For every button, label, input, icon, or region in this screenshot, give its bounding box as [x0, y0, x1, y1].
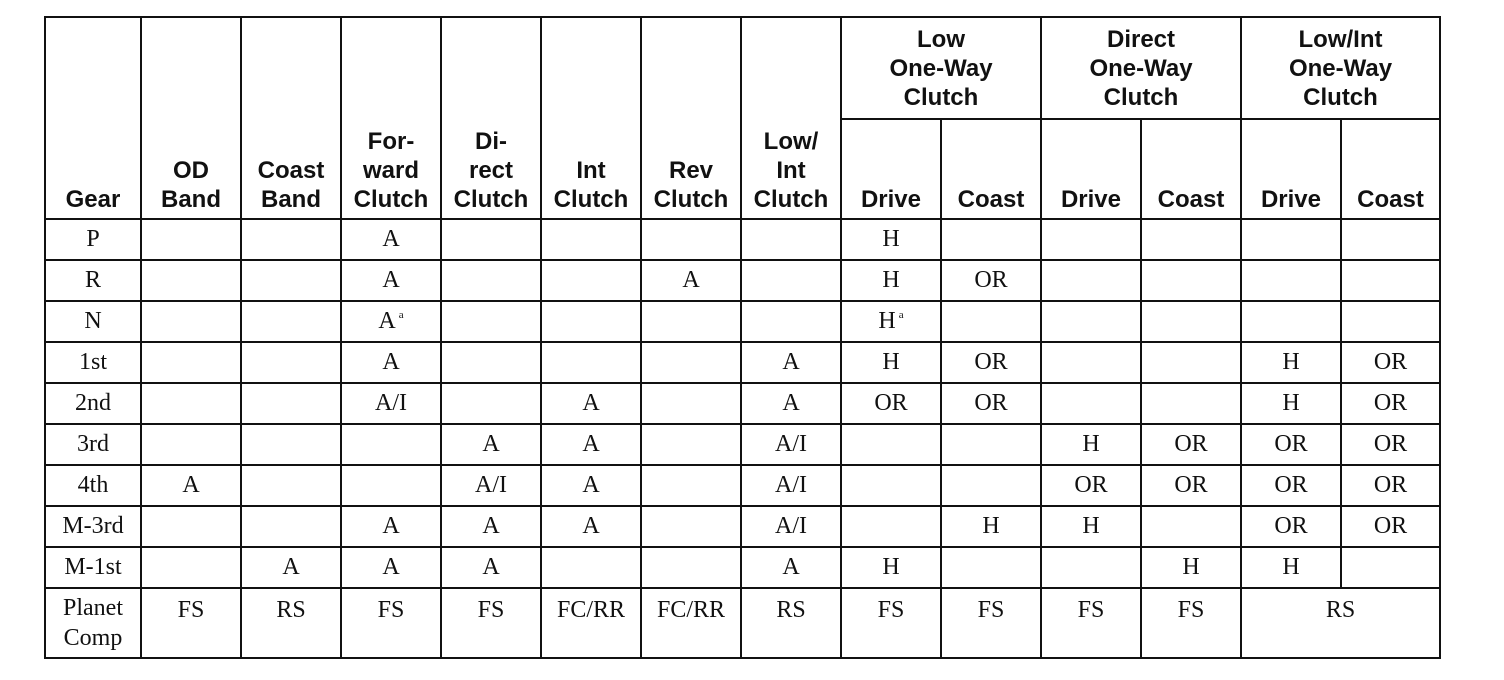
table-cell: [641, 260, 741, 301]
table-cell: [1241, 424, 1341, 465]
table-cell: [1141, 219, 1241, 260]
gear-cell: M-1st: [45, 547, 141, 588]
planet-cell-direct-drive: FS: [1041, 588, 1141, 658]
table-cell: [1241, 301, 1341, 342]
group-header-low-int-one-way-clutch: Low/Int One-Way Clutch: [1241, 17, 1440, 119]
table-cell: [841, 465, 941, 506]
sub-header-direct-coast: Coast: [1141, 119, 1241, 219]
table-cell: [241, 424, 341, 465]
table-cell: [341, 547, 441, 588]
table-cell: [741, 383, 841, 424]
planet-cell-lowint-merged: RS: [1241, 588, 1440, 658]
table-cell: [1141, 342, 1241, 383]
table-cell: [1341, 301, 1440, 342]
table-cell: [1241, 383, 1341, 424]
table-cell: [241, 465, 341, 506]
table-cell: [841, 383, 941, 424]
table-cell: [141, 342, 241, 383]
table-cell: [741, 547, 841, 588]
table-cell: [741, 465, 841, 506]
table-cell: [641, 301, 741, 342]
table-row: [45, 465, 1440, 506]
gear-cell: P: [45, 219, 141, 260]
table-cell: [141, 260, 241, 301]
table-cell: [1141, 383, 1241, 424]
footnote-mark: a: [398, 309, 404, 321]
table-cell: [1041, 219, 1141, 260]
planet-cell-rev-clutch: FC/RR: [641, 588, 741, 658]
cell-value: H: [878, 308, 896, 334]
table-cell: [941, 465, 1041, 506]
table-cell: [541, 383, 641, 424]
table-cell: [741, 219, 841, 260]
cell-value: A: [782, 554, 800, 580]
cell-value: OR: [974, 267, 1008, 293]
table-cell: [1241, 219, 1341, 260]
table-cell: [1241, 547, 1341, 588]
table-cell: [1041, 424, 1141, 465]
table-cell: [441, 301, 541, 342]
cell-value: A: [182, 472, 200, 498]
table-cell: [541, 342, 641, 383]
table-cell: [1141, 465, 1241, 506]
table-cell: [1041, 301, 1141, 342]
table-cell: [341, 383, 441, 424]
group-header-low-one-way-clutch: Low One-Way Clutch: [841, 17, 1041, 119]
cell-value: A: [482, 554, 500, 580]
cell-value: OR: [1274, 513, 1308, 539]
table-cell: [541, 301, 641, 342]
table-cell: [241, 219, 341, 260]
table-cell: [941, 547, 1041, 588]
table-cell: [1341, 506, 1440, 547]
col-header-gear: Gear: [45, 17, 141, 219]
cell-value: A: [782, 349, 800, 375]
cell-value: A/I: [375, 390, 407, 416]
cell-value: A/I: [775, 513, 807, 539]
cell-value: OR: [1373, 349, 1408, 375]
sub-header-direct-drive: Drive: [1041, 119, 1141, 219]
table-cell: [241, 260, 341, 301]
table-cell: [1041, 465, 1141, 506]
table-wrapper: [44, 16, 1441, 659]
table-cell: [1041, 260, 1141, 301]
gear-cell: N: [45, 301, 141, 342]
col-header-direct-clutch: Di- rect Clutch: [441, 17, 541, 219]
table-cell: [641, 506, 741, 547]
cell-value: A: [682, 267, 700, 293]
table-cell: [541, 547, 641, 588]
cell-value: H: [882, 226, 900, 252]
cell-value: H: [1282, 390, 1300, 416]
cell-value: A: [382, 267, 400, 293]
cell-value: H: [882, 349, 900, 375]
table-cell: [241, 547, 341, 588]
gear-cell: 4th: [45, 465, 141, 506]
cell-value: A/I: [775, 431, 807, 457]
cell-value: OR: [1274, 472, 1308, 498]
cell-value: OR: [974, 390, 1008, 416]
table-cell: [1141, 260, 1241, 301]
table-cell: [141, 465, 241, 506]
planet-comp-label: Planet Comp: [45, 588, 141, 658]
gear-cell: M-3rd: [45, 506, 141, 547]
table-cell: [741, 506, 841, 547]
header-row-groups: [45, 17, 1440, 119]
table-cell: [841, 301, 941, 342]
cell-value: A/I: [475, 472, 507, 498]
table-cell: [141, 547, 241, 588]
cell-value: OR: [874, 390, 908, 416]
planet-cell-direct-clutch: FS: [441, 588, 541, 658]
table-cell: [341, 219, 441, 260]
table-cell: [1341, 260, 1440, 301]
table-cell: [541, 424, 641, 465]
gear-cell: R: [45, 260, 141, 301]
cell-value: H: [1082, 513, 1100, 539]
cell-value: OR: [1373, 390, 1408, 416]
table-cell: [541, 506, 641, 547]
cell-value: A: [482, 431, 500, 457]
cell-value: H: [1282, 554, 1300, 580]
cell-value: A: [582, 513, 600, 539]
table-cell: [641, 219, 741, 260]
table-cell: [1241, 260, 1341, 301]
cell-value: H: [1082, 431, 1100, 457]
table-cell: [541, 465, 641, 506]
table-cell: [1241, 465, 1341, 506]
table-cell: [741, 301, 841, 342]
planet-comp-row: [45, 588, 1440, 658]
table-cell: [241, 506, 341, 547]
table-cell: [841, 547, 941, 588]
cell-value: A: [382, 349, 400, 375]
planet-cell-forward-clutch: FS: [341, 588, 441, 658]
table-cell: [441, 547, 541, 588]
cell-value: A: [382, 226, 400, 252]
cell-value: OR: [1373, 513, 1408, 539]
table-cell: [441, 465, 541, 506]
planet-cell-od-band: FS: [141, 588, 241, 658]
table-cell: [741, 424, 841, 465]
table-cell: [341, 301, 441, 342]
table-cell: [1041, 547, 1141, 588]
table-cell: [441, 383, 541, 424]
table-cell: [941, 342, 1041, 383]
table-cell: [1241, 342, 1341, 383]
table-cell: [141, 219, 241, 260]
table-cell: [641, 342, 741, 383]
col-header-od-band: OD Band: [141, 17, 241, 219]
table-cell: [141, 424, 241, 465]
cell-value: H: [882, 267, 900, 293]
table-cell: [641, 424, 741, 465]
cell-value: OR: [1373, 472, 1408, 498]
table-cell: [641, 547, 741, 588]
table-cell: [1241, 506, 1341, 547]
gear-cell: 3rd: [45, 424, 141, 465]
table-row: [45, 506, 1440, 547]
planet-cell-coast-band: RS: [241, 588, 341, 658]
table-cell: [941, 260, 1041, 301]
table-cell: [941, 424, 1041, 465]
table-cell: [441, 424, 541, 465]
table-body: [45, 219, 1440, 588]
table-cell: [241, 383, 341, 424]
cell-value: H: [982, 513, 1000, 539]
table-row: [45, 219, 1440, 260]
cell-value: A: [582, 472, 600, 498]
table-row: [45, 383, 1440, 424]
table-row: [45, 260, 1440, 301]
table-cell: [241, 301, 341, 342]
table-cell: [1341, 465, 1440, 506]
gear-cell: 2nd: [45, 383, 141, 424]
cell-value: A: [582, 431, 600, 457]
cell-value: A/I: [775, 472, 807, 498]
cell-value: A: [482, 513, 500, 539]
table-cell: [1341, 383, 1440, 424]
planet-cell-low-int-clutch: RS: [741, 588, 841, 658]
table-cell: [941, 301, 1041, 342]
table-cell: [141, 506, 241, 547]
table-cell: [841, 260, 941, 301]
col-header-rev-clutch: Rev Clutch: [641, 17, 741, 219]
table-cell: [141, 383, 241, 424]
cell-value: A: [282, 554, 300, 580]
table-cell: [341, 465, 441, 506]
table-cell: [841, 342, 941, 383]
table-cell: [841, 219, 941, 260]
table-cell: [1141, 424, 1241, 465]
table-cell: [1141, 301, 1241, 342]
table-cell: [441, 260, 541, 301]
cell-value: A: [782, 390, 800, 416]
table-row: [45, 301, 1440, 342]
planet-cell-int-clutch: FC/RR: [541, 588, 641, 658]
col-header-int-clutch: Int Clutch: [541, 17, 641, 219]
footnote-mark: a: [898, 309, 904, 321]
gear-cell: 1st: [45, 342, 141, 383]
table-cell: [841, 424, 941, 465]
table-row: [45, 342, 1440, 383]
table-cell: [541, 260, 641, 301]
table-cell: [1041, 506, 1141, 547]
col-header-coast-band: Coast Band: [241, 17, 341, 219]
col-header-forward-clutch: For- ward Clutch: [341, 17, 441, 219]
cell-value: A: [382, 554, 400, 580]
cell-value: OR: [1174, 472, 1208, 498]
table-cell: [341, 424, 441, 465]
table-cell: [341, 260, 441, 301]
table-cell: [141, 301, 241, 342]
table-row: [45, 547, 1440, 588]
table-cell: [441, 506, 541, 547]
table-cell: [741, 260, 841, 301]
cell-value: OR: [1074, 472, 1108, 498]
table-cell: [841, 506, 941, 547]
table-row: [45, 424, 1440, 465]
table-cell: [1341, 219, 1440, 260]
table-cell: [1141, 547, 1241, 588]
table-cell: [941, 383, 1041, 424]
cell-value: H: [882, 554, 900, 580]
table-cell: [941, 219, 1041, 260]
cell-value: H: [1182, 554, 1200, 580]
table-cell: [1341, 424, 1440, 465]
planet-cell-low-coast: FS: [941, 588, 1041, 658]
clutch-application-table: [44, 16, 1441, 659]
table-cell: [941, 506, 1041, 547]
sub-header-lowint-coast: Coast: [1341, 119, 1440, 219]
planet-cell-direct-coast: FS: [1141, 588, 1241, 658]
cell-value: OR: [1373, 431, 1408, 457]
table-cell: [741, 342, 841, 383]
table-cell: [241, 342, 341, 383]
cell-value: H: [1282, 349, 1300, 375]
table-cell: [1041, 383, 1141, 424]
cell-value: OR: [974, 349, 1008, 375]
table-cell: [641, 383, 741, 424]
table-cell: [441, 219, 541, 260]
table-cell: [341, 342, 441, 383]
table-cell: [441, 342, 541, 383]
sub-header-low-drive: Drive: [841, 119, 941, 219]
group-header-direct-one-way-clutch: Direct One-Way Clutch: [1041, 17, 1241, 119]
sub-header-low-coast: Coast: [941, 119, 1041, 219]
table-cell: [541, 219, 641, 260]
table-cell: [641, 465, 741, 506]
cell-value: A: [582, 390, 600, 416]
sub-header-lowint-drive: Drive: [1241, 119, 1341, 219]
table-cell: [1041, 342, 1141, 383]
cell-value: A: [378, 308, 396, 334]
table-cell: [1341, 342, 1440, 383]
cell-value: OR: [1174, 431, 1208, 457]
table-cell: [1141, 506, 1241, 547]
cell-value: A: [382, 513, 400, 539]
table-cell: [341, 506, 441, 547]
cell-value: OR: [1274, 431, 1308, 457]
table-cell: [1341, 547, 1440, 588]
col-header-low-int-clutch: Low/ Int Clutch: [741, 17, 841, 219]
planet-cell-low-drive: FS: [841, 588, 941, 658]
